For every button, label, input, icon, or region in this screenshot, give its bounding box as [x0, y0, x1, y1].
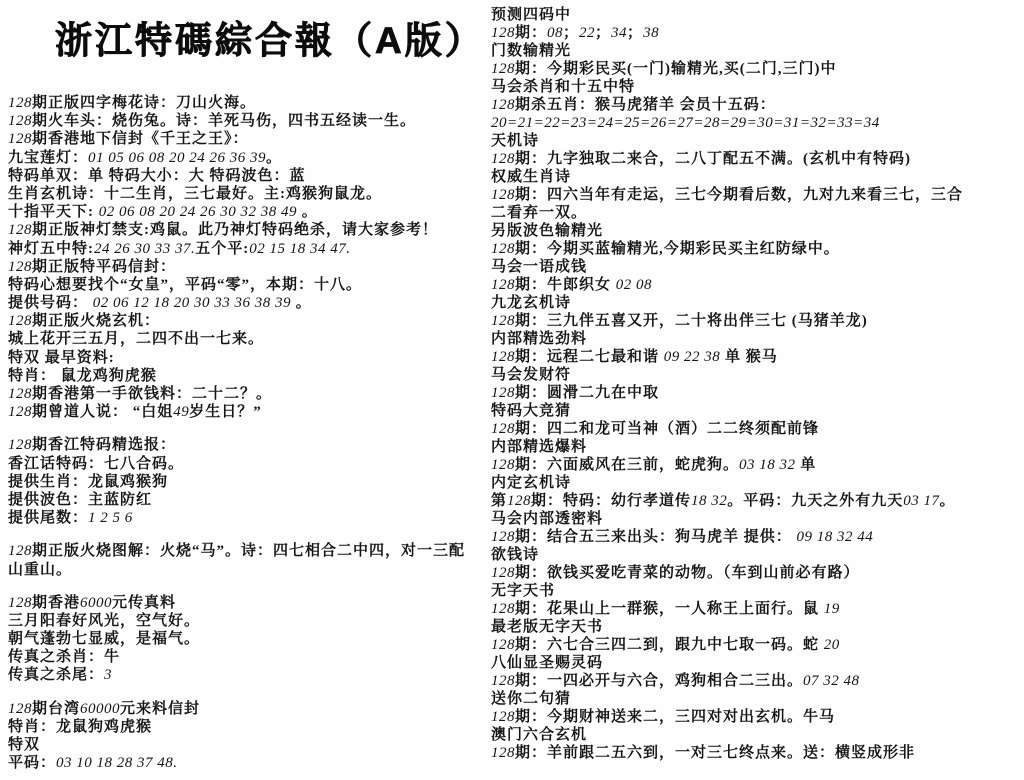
page-title: 浙江特碼綜合報（A版） [55, 20, 485, 61]
text-line: 天机诗 [491, 133, 540, 149]
text-line: 预测四码中 [491, 7, 572, 23]
text-line: 香江话特码：七八合码。 [8, 455, 185, 472]
text-line: 128期：六七合三四二到，跟九中七取一码。蛇 20 [491, 637, 840, 653]
text-line: 128期正版四字梅花诗：刀山火海。 [8, 95, 257, 111]
text-line: 特双 最早资料: [8, 349, 115, 366]
text-line: 128期正版神灯禁支:鸡鼠。此乃神灯特码绝杀，请大家参考！ [8, 222, 438, 239]
text-line: 128期：欲钱买爱吃青菜的动物。（车到山前必有路） [491, 565, 860, 581]
text-line: 提供生肖：龙鼠鸡猴狗 [8, 473, 169, 490]
text-line: 128期：远程二七最和谐 09 22 38 单 猴马 [491, 349, 778, 365]
text-line: 128期杀五肖：猴马虎猪羊 会员十五码： [491, 97, 776, 113]
text-line: 128期：08；22；34；38 [491, 25, 660, 41]
text-line: 128期曾道人说： “白姐49岁生日？” [8, 404, 262, 421]
text-line: 128期：今期彩民买(一门)输精光,买(二门,三门)中 [491, 61, 837, 77]
text-line: 山重山。 [8, 561, 73, 578]
text-line [8, 685, 510, 700]
text-line: 提供波色：主蓝防红 [8, 491, 153, 508]
text-line: 128期：结合五三来出头：狗马虎羊 提供： 09 18 32 44 [491, 529, 874, 545]
text-line: 特码单双：单 特码大小：大 特码波色：蓝 [8, 167, 306, 184]
text-line: 三月阳春好风光，空气好。 [8, 612, 201, 629]
text-line [8, 421, 510, 436]
text-line: 特码大竞猜 [491, 403, 572, 419]
text-line: 权威生肖诗 [491, 169, 572, 185]
text-line: 128期正版火烧图解：火烧“马”。诗：四七相合二中四，对一三配 [8, 543, 466, 560]
text-line: 128期：一四必开与六合，鸡狗相合二三出。07 32 48 [491, 673, 860, 689]
text-line: 九宝莲灯：01 05 06 08 20 24 26 36 39。 [8, 149, 283, 166]
text-line: 128期火车头：烧伤兔。诗：羊死马伤，四书五经读一生。 [8, 113, 417, 130]
text-line: 128期香港第一手欲钱料：二十二？。 [8, 386, 273, 402]
text-line: 128期：四六当年有走运，三七今期看后数，九对九来看三七，三合 [491, 187, 964, 203]
text-line: 马会内部透密料 [491, 511, 604, 527]
text-line: 最老版无字天书 [491, 619, 604, 635]
text-line: 马会一语成钱 [491, 259, 588, 275]
text-line: 内部精选劲料 [491, 331, 588, 347]
text-line: 特肖：龙鼠狗鸡虎猴 [8, 718, 153, 735]
text-line: 128期：九字独取二来合，二八丁配五不满。(玄机中有特码) [491, 151, 911, 167]
text-line: 128期正版特平码信封： [8, 258, 177, 275]
text-line [8, 579, 510, 594]
text-line: 门数输精光 [491, 43, 572, 59]
text-line: 128期：六面威风在三前，蛇虎狗。03 18 32 单 [491, 457, 817, 473]
text-line: 内部精选爆料 [491, 439, 588, 455]
text-line: 128期：今期财神送来二，三四对对出玄机。牛马 [491, 709, 836, 725]
right-column [491, 6, 1023, 762]
text-line: 传真之杀肖：牛 [8, 649, 121, 666]
text-line: 二看弃一双。 [491, 205, 588, 221]
text-line: 128期香江特码精选报： [8, 437, 177, 454]
text-line: 九龙玄机诗 [491, 295, 572, 311]
text-line: 128期香港地下信封《千王之王》： [8, 131, 249, 148]
text-line [8, 527, 510, 542]
text-line: 128期正版火烧玄机： [8, 313, 161, 330]
text-line: 20=21=22=23=24=25=26=27=28=29=30=31=32=33=34 [491, 115, 880, 131]
text-line: 128期：花果山上一群猴，一人称王上面行。鼠 19 [491, 601, 840, 617]
text-line: 平码：03 10 18 28 37 48. [8, 755, 178, 772]
text-line: 八仙显圣赐灵码 [491, 655, 604, 671]
text-line: 128期：今期买蓝输精光,今期彩民买主红防绿中。 [491, 241, 840, 257]
text-line: 128期：羊前跟二五六到，一对三七终点来。送：横竖成形非 [491, 745, 916, 761]
text-line: 特肖： 鼠龙鸡狗虎猴 [8, 367, 157, 384]
text-line: 马会发财符 [491, 367, 572, 383]
text-line: 生肖玄机诗：十二生肖，三七最好。主:鸡猴狗鼠龙。 [8, 185, 382, 202]
text-line: 128期台湾60000元来料信封 [8, 700, 201, 717]
text-line: 神灯五中特:24 26 30 33 37.五个平:02 15 18 34 47. [8, 240, 351, 257]
text-line: 特码心想要找个“女皇”，平码“零”，本期：十八。 [8, 276, 363, 293]
text-line: 送你二句猜 [491, 691, 572, 707]
text-line: 提供号码： 02 06 12 18 20 30 33 36 38 39 。 [8, 295, 312, 312]
text-line: 十指平天下: 02 06 08 20 24 26 30 32 38 49 。 [8, 204, 318, 221]
text-line: 128期：四二和龙可当神（酒）二二终须配前锋 [491, 421, 820, 437]
text-line: 128期：圆滑二九在中取 [491, 385, 660, 401]
text-line: 无字天书 [491, 583, 556, 599]
text-line: 城上花开三五月，二四不出一七来。 [8, 331, 265, 348]
text-line: 澳门六合玄机 [491, 727, 588, 743]
text-line: 128期：三九伴五喜又开，二十将出伴三七 (马猪羊龙) [491, 313, 868, 329]
left-column [8, 94, 510, 772]
text-line: 朝气蓬勃七显威，是福气。 [8, 631, 201, 648]
text-line: 欲钱诗 [491, 547, 540, 563]
text-line: 128期香港6000元传真料 [8, 594, 177, 611]
text-line: 特双 [8, 737, 41, 753]
text-line: 另版波色输精光 [491, 223, 604, 239]
text-line: 传真之杀尾：3 [8, 667, 113, 684]
text-line: 128期：牛郎织女 02 08 [491, 277, 653, 293]
text-line: 第128期：特码：幼行孝道传18 32。平码：九天之外有九天03 17。 [491, 493, 956, 509]
text-line: 马会杀肖和十五中特 [491, 79, 636, 95]
text-line: 提供尾数：1 2 5 6 [8, 510, 133, 527]
text-line: 内定玄机诗 [491, 475, 572, 491]
